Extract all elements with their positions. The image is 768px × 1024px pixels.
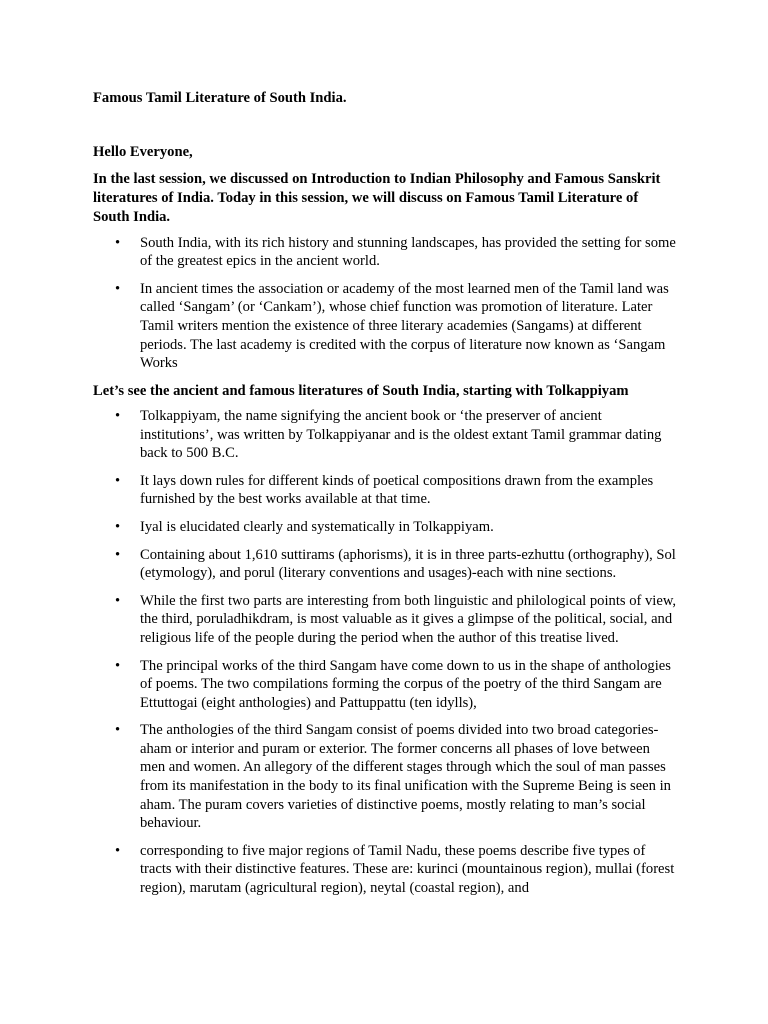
list-item xyxy=(93,407,678,463)
list-item-text: Iyal is elucidated clearly and systematically in Tolkappiyam. xyxy=(140,518,494,535)
list-item xyxy=(93,234,678,271)
list-item-text: South India, with its rich history and stunning landscapes, has provided the setting for some of the greatest epics in the ancient world. xyxy=(140,234,676,270)
bullet-icon: • xyxy=(115,234,121,251)
list-item xyxy=(93,657,678,713)
list-item xyxy=(93,842,678,898)
list-item-text: In ancient times the association or academy of the most learned men of the Tamil land was called ‘Sangam’ (or ‘Cankam’), whose chief function was promotion of literature. Later Tamil writers mention the existence of three literary academies (Sangams) at different periods. The last academy is credited with the corpus of literature now known as ‘Sangam Works xyxy=(140,280,669,372)
bullet-icon: • xyxy=(115,546,121,563)
list-item xyxy=(93,280,678,373)
bullet-icon: • xyxy=(115,657,121,674)
bullet-icon: • xyxy=(115,407,121,424)
list-item xyxy=(93,721,678,833)
list-item-text: It lays down rules for different kinds of poetical compositions drawn from the examples furnished by the best works available at that time. xyxy=(140,472,654,508)
bullet-icon: • xyxy=(115,722,121,739)
bullet-icon: • xyxy=(115,472,121,489)
list-item-text: corresponding to five major regions of Tamil Nadu, these poems describe five types of tracts with their distinctive features. These are: kurinci (mountainous region), mullai (forest region), marutam (agricultural region), neytal (coastal region), and xyxy=(140,842,675,897)
list-item xyxy=(93,546,678,583)
greeting: Hello Everyone, xyxy=(93,144,193,160)
intro-paragraph: In the last session, we discussed on Introduction to Indian Philosophy and Famous Sanskrit literatures of India. Today in this session, we will discuss on Famous Tamil Literature of South India. xyxy=(93,171,661,226)
section-heading: Let’s see the ancient and famous literatures of South India, starting with Tolkappiyam xyxy=(93,382,629,399)
bullet-icon: • xyxy=(115,280,121,297)
bullet-icon: • xyxy=(115,592,121,609)
list-item xyxy=(93,592,678,648)
list-item-text: The principal works of the third Sangam have come down to us in the shape of anthologies of poems. The two compilations forming the corpus of the poetry of the third Sangam are Ettuttogai (eight anthologies) and Pattuppattu (ten idylls), xyxy=(140,657,671,711)
document-title: Famous Tamil Literature of South India. xyxy=(93,90,347,106)
list-item-text: While the first two parts are interesting from both linguistic and philological points of view, the third, poruladhikdram, is most valuable as it gives a glimpse of the political, social, and religious life of the people during the period when the author of this treatise lived. xyxy=(140,592,677,646)
bullet-icon: • xyxy=(115,842,121,859)
list-item-text: The anthologies of the third Sangam consist of poems divided into two broad categories-aham or interior and puram or exterior. The former concerns all phases of love between men and women. An allegory of the different stages through which the soul of man passes from its manifestation in the body to its final unification with the Supreme Being is seen in aham. The puram covers varieties of distinctive poems, mostly relating to man’s social behaviour. xyxy=(140,722,671,832)
list-item xyxy=(93,518,678,537)
bullet-list-tolkappiyam xyxy=(93,407,678,898)
list-item-text: Tolkappiyam, the name signifying the ancient book or ‘the preserver of ancient institutions’, was written by Tolkappiyanar and is the oldest extant Tamil grammar dating back to 500 B.C. xyxy=(140,407,662,462)
list-item-text: Containing about 1,610 suttirams (aphorisms), it is in three parts-ezhuttu (orthography), Sol (etymology), and porul (literary conventions and usages)-each with nine sections. xyxy=(140,546,676,582)
bullet-icon: • xyxy=(115,518,121,535)
list-item xyxy=(93,472,678,509)
bullet-list-intro xyxy=(93,234,678,373)
